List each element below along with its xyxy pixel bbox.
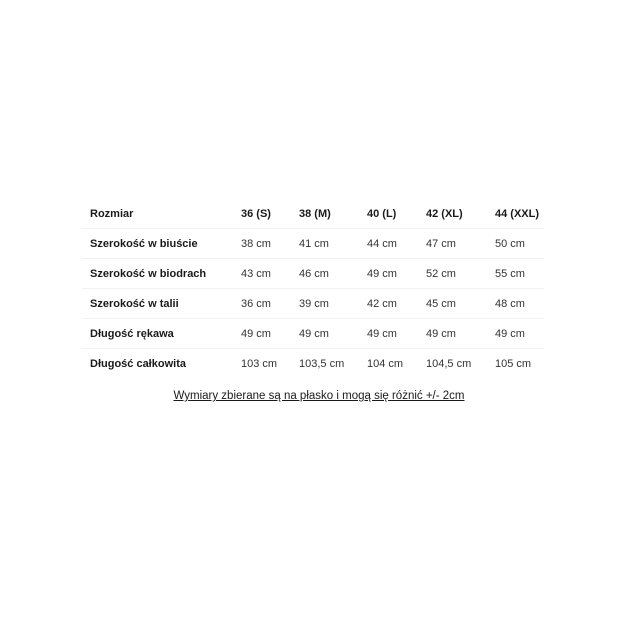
table-cell: 46 cm <box>291 259 359 289</box>
table-row <box>82 229 544 259</box>
size-chart-table <box>82 199 544 378</box>
table-cell: 52 cm <box>418 259 487 289</box>
table-cell: 104,5 cm <box>426 357 472 370</box>
table-cell: 42 cm <box>359 289 418 319</box>
header-size-label: Rozmiar <box>82 199 233 229</box>
table-cell: 38 cm <box>233 229 291 259</box>
row-label: Długość całkowita <box>90 357 186 370</box>
table-cell: 39 cm <box>291 289 359 319</box>
table-row <box>82 289 544 319</box>
table-cell: 49 cm <box>418 319 487 349</box>
table-cell: 44 cm <box>359 229 418 259</box>
table-cell: 103 cm <box>241 357 278 370</box>
header-size-38: 38 (M) <box>291 199 359 229</box>
table-cell: 49 cm <box>291 319 359 349</box>
table-cell: 55 cm <box>487 259 544 289</box>
table-row <box>82 319 544 349</box>
header-size-36: 36 (S) <box>233 199 291 229</box>
row-label: Szerokość w talii <box>82 289 233 319</box>
table-cell: 47 cm <box>418 229 487 259</box>
table-cell: 49 cm <box>359 259 418 289</box>
row-label: Długość rękawa <box>82 319 233 349</box>
table-cell: 43 cm <box>233 259 291 289</box>
measurement-note: Wymiary zbierane są na płasko i mogą się różnić +/- 2cm <box>173 390 465 402</box>
table-cell: 36 cm <box>233 289 291 319</box>
row-label: Szerokość w biuście <box>82 229 233 259</box>
header-size-44: 44 (XXL) <box>487 199 544 229</box>
table-cell: 45 cm <box>418 289 487 319</box>
table-header-row <box>82 199 544 229</box>
table-cell: 104 cm <box>367 357 404 370</box>
table-cell: 50 cm <box>487 229 544 259</box>
header-size-40: 40 (L) <box>359 199 418 229</box>
table-cell: 105 cm <box>495 357 532 370</box>
header-size-42: 42 (XL) <box>418 199 487 229</box>
row-label: Szerokość w biodrach <box>82 259 233 289</box>
table-cell: 41 cm <box>291 229 359 259</box>
table-cell: 103,5 cm <box>299 357 345 370</box>
table-cell: 49 cm <box>359 319 418 349</box>
table-row <box>82 259 544 289</box>
table-row <box>82 349 544 379</box>
table-cell: 49 cm <box>233 319 291 349</box>
table-cell: 48 cm <box>487 289 544 319</box>
table-cell: 49 cm <box>487 319 544 349</box>
